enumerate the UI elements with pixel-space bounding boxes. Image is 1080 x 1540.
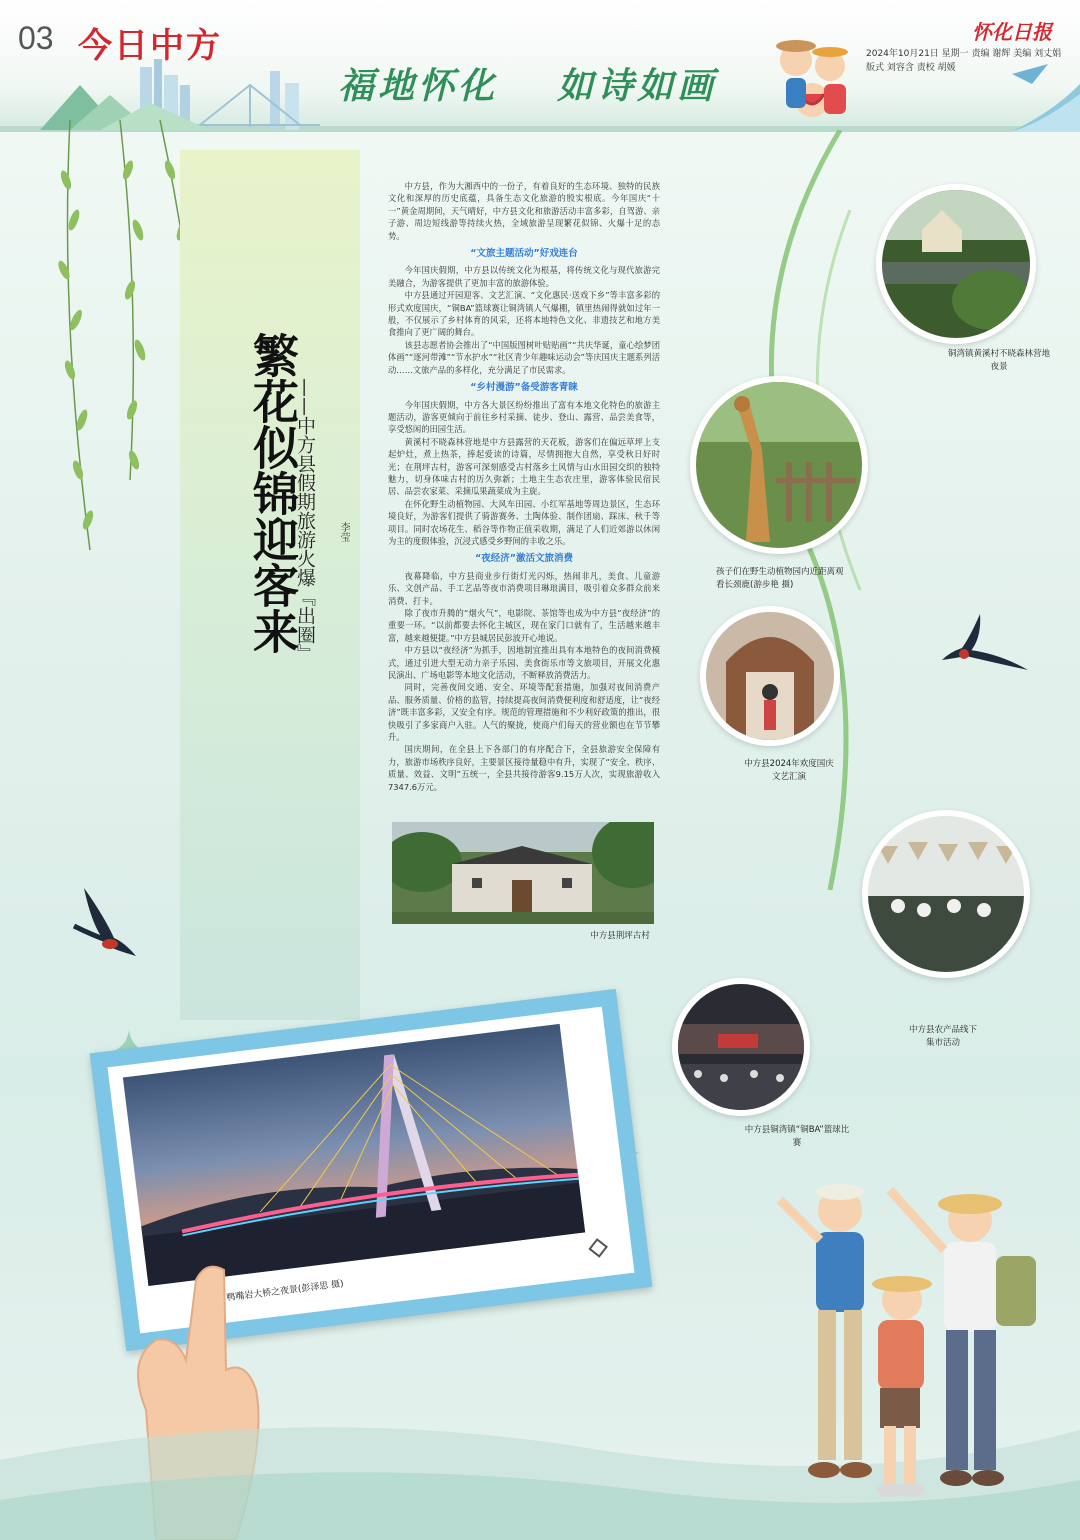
article-paragraph: 黄溪村不晓森林营地是中方县露营的天花板，游客们在偏远草坪上支起炉灶，煮上热茶，捧起爱读的诗篇，尽情拥抱大自然，享受秋日好时光；在荆坪古村，游客可深刻感受古村落乡土风情与山水田园交织的独特魅力，切身体味古村的历久弥新；土地主生态农庄里，游客体验民宿民居、品尝农家菜、采摘瓜果蔬菜成为主旋。 [388, 436, 660, 497]
article-paragraph: 该县志愿者协会推出了“中国版图树叶贴贴画”“共庆华诞，童心绘梦团体画”“逐河带滩”“节水护水”“社区青少年趣味运动会”等庆国庆主题系列活动……文旅产品的多样化，充分满足了市民需求。 [388, 339, 660, 375]
article-paragraph: 除了夜市升腾的“烟火气”，电影院、茶馆等也成为中方县“夜经济”的重要一环。“以前都要去怀化主城区，现在家门口就有了，生活越来越丰富，越来越便捷。”中方县城居民彭波开心地说。 [388, 608, 660, 643]
article-paragraph: 国庆期间，在全县上下各部门的有序配合下，全县旅游安全保障有力，旅游市场秩序良好，主要景区接待量稳中有升，实现了“安全、秩序、质量、效益、文明”五统一，全县共接待游客9.15万人次，实现旅游收入7347.6万元。 [388, 744, 660, 792]
article-paragraph: 中方县通过开园迎客、文艺汇演、“文化惠民·送戏下乡”等丰富多彩的形式欢度国庆，“铜BA”篮球赛让铜湾镇人气爆棚，镇里热闹得就如过年一般，不仅展示了乡村体育的风采，还将本地特色文化、非遗技艺和地方美食推向了更广阔的舞台。 [388, 290, 660, 338]
caption-bridge: 鸭嘴岩大桥之夜景(彭泽思 摄) [225, 1279, 345, 1304]
slogan-right: 如诗如画 [557, 65, 718, 107]
caption-market: 中方县农产品线下集市活动 [908, 1025, 977, 1048]
article-paragraph: 夜幕降临，中方县商业步行街灯光闪烁，热闹非凡，美食、儿童游乐、文创产品、手工艺品等夜市消费项目琳琅满目，吸引着众多群众前来消费、打卡。 [388, 570, 660, 606]
section-heading: “夜经济”激活文旅消费 [475, 553, 573, 565]
article-paragraph: 今年国庆假期，中方县以传统文化为根基，将传统文化与现代旅游完美融合，为游客提供了更加丰富的旅游体验。 [388, 265, 660, 288]
byline: 李莹 [338, 522, 349, 542]
article-paragraph: 同时，完善夜间交通、安全、环境等配套措施，加强对夜间消费产品、服务质量、价格的监管，持续提高夜间消费便利度和舒适度，让“夜经济”既丰富多彩，又安全有序。规范的管理措施和不少利好政策的推出，很快吸引了多家商户入驻。人气的聚拢，使商户们每天的营业额也在节节攀升。 [388, 682, 660, 743]
photo-market [862, 810, 1030, 978]
photo-village [392, 822, 654, 924]
article-paragraph: 在怀化野生动植物园、大风车田园、小红军基地等周边景区，生态环境良好，为游客们提供了骑游赛务、土陶体验、制作团扇、踩床、秋千等项目。同时农场花生、稻谷等作物正值采收期，满足了人们近郊游以休闲为主的度假体验，沉浸式感受乡野间的丰收之乐。 [388, 498, 660, 546]
photo-festival [700, 606, 840, 746]
paper-plane-icon [1012, 64, 1048, 84]
slogan [338, 58, 717, 109]
caption-camp: 铜湾镇黄溪村不晓森林营地夜景 [947, 349, 1050, 372]
caption-festival: 中方县2024年欢度国庆文艺汇演 [744, 759, 834, 782]
section-title: 今日中方 [78, 26, 222, 66]
swallow-icon [64, 886, 140, 966]
article-paragraph: 中方县，作为大湘西中的一份子，有着良好的生态环境、独特的民族文化和深厚的历史底蕴，具备生态文化旅游的殷实根底。今年国庆“十一”黄金周期间，天气晴好，中方县文化和旅游活动丰富多彩，自驾游、亲子游、周边短线游等持续火热，全域旅游呈现繁花似锦、火爆十足的态势。 [388, 181, 660, 241]
caption-village: 中方县荆坪古村 [590, 931, 650, 941]
section-heading: “乡村漫游”备受游客青睐 [470, 382, 578, 394]
photo-camp [876, 184, 1036, 344]
date-line: 2024年10月21日 星期一 责编 谢辉 美编 刘丈娟 [866, 49, 1062, 59]
page-curl-decoration [1010, 84, 1080, 132]
cartoon-travelers-icon [766, 22, 862, 130]
staff-line: 版式 刘容含 责校 胡媛 [866, 63, 956, 73]
swallow-icon [940, 612, 1030, 678]
headline: 繁花似锦迎客来 [246, 332, 300, 654]
photo-zoo [690, 376, 868, 554]
slogan-left: 福地怀化 [338, 65, 499, 107]
caption-basketball: 中方县铜湾镇“铜BA”篮球比赛 [744, 1125, 850, 1148]
caption-zoo: 孩子们在野生动植物园内近距离观看长颈鹿(游步艳 摄) [716, 567, 844, 590]
article-paragraph: 中方县以“夜经济”为抓手，因地制宜推出具有本地特色的夜间消费模式，通过引进大型无动力亲子乐园、美食街乐市等文旅项目，开展文化惠民演出、广场电影等本地文化活动，不断释放消费活力。 [388, 645, 660, 681]
diamond-icon [588, 1238, 608, 1258]
article-paragraph: 今年国庆假期，中方各大景区纷纷推出了富有本地文化特色的旅游主题活动，游客更倾向于前往乡村采摘、徒步、登山、露营、品尝美食等，享受悠闲的田园生活。 [388, 399, 660, 435]
subheadline: ——中方县假期旅游火爆『出圈』 [294, 378, 316, 663]
masthead-logo: 怀化日报 [972, 20, 1052, 44]
photo-basketball [672, 978, 810, 1116]
article-body [388, 180, 660, 793]
page-number: 03 [18, 20, 54, 56]
family-travelers-illustration [760, 1160, 1080, 1520]
section-heading: “文旅主题活动”好戏连台 [470, 248, 578, 260]
